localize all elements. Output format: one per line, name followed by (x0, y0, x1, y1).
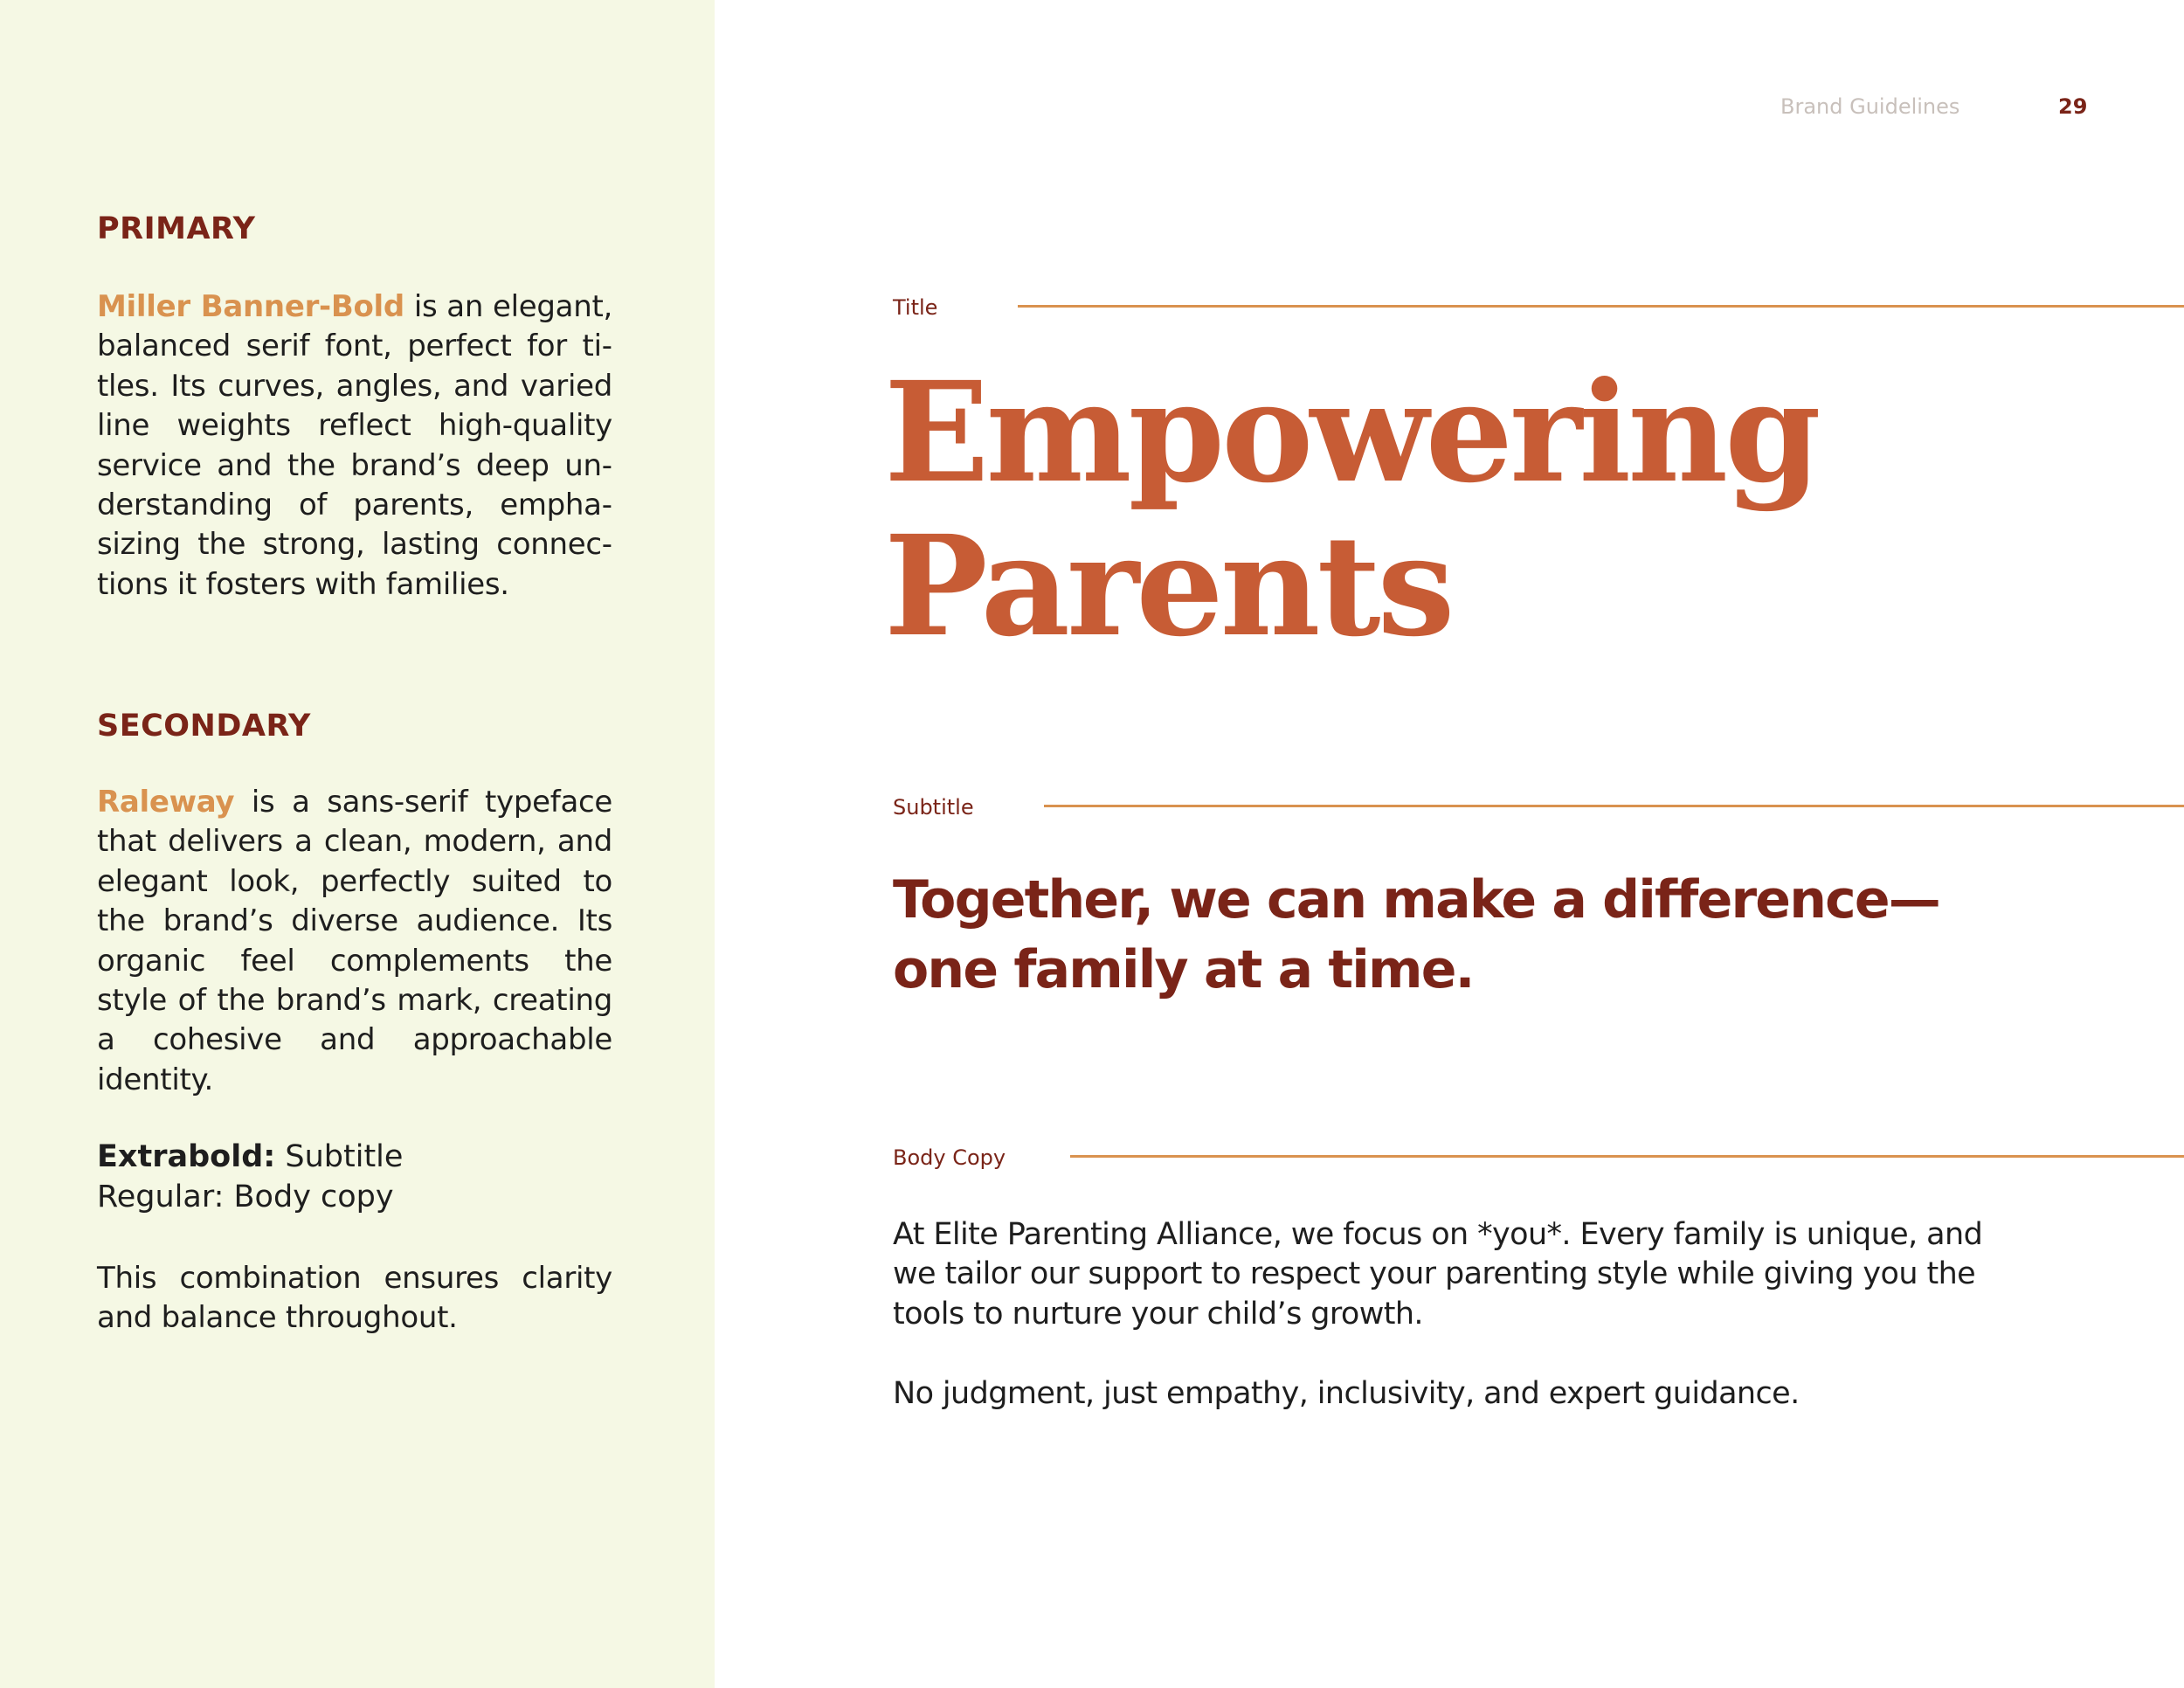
weight-regular-label: Regular: (97, 1180, 225, 1214)
weight-regular-use: Body copy (224, 1180, 394, 1214)
subtitle-sample (893, 865, 1939, 1005)
weight-regular-line (97, 1180, 394, 1214)
title-divider (1018, 305, 2184, 308)
body-sample-paragraph-2: No judgment, just empathy, inclusivity, and expert guidance. (893, 1376, 1800, 1411)
subtitle-divider (1044, 805, 2184, 807)
subtitle-sample-line1: Together, we can make a difference— (893, 869, 1939, 930)
title-sample-line1: Empowering (884, 352, 1818, 514)
weight-extrabold-line (97, 1139, 403, 1174)
secondary-description (97, 783, 612, 1100)
primary-heading: PRIMARY (97, 211, 256, 246)
body-sample-paragraph-1: At Elite Parenting Alliance, we focus on *you*. Every family is unique, and we tailor our support to respect your parenting style while giving you the tools to nurture your child’s growth. (893, 1217, 1983, 1332)
body-sample-label: Body Copy (893, 1145, 1006, 1170)
primary-description (97, 287, 612, 605)
weight-extrabold-label: Extrabold: (97, 1139, 276, 1174)
weight-extrabold-use: Subtitle (275, 1139, 404, 1174)
subtitle-sample-line2: one family at a time. (893, 939, 1474, 1000)
document-title: Brand Guidelines (1780, 94, 1960, 119)
secondary-heading: SECONDARY (97, 709, 311, 744)
subtitle-sample-label: Subtitle (893, 795, 974, 820)
title-sample (884, 352, 1818, 668)
title-sample-label: Title (893, 295, 938, 320)
secondary-description-text: is a sans-serif typeface that delivers a clean, modern, and elegant look, perfectly suited to the brand’s diverse audience. Its organic feel complements the style of the brand’s mark, creating a cohesive and approachable identity. (97, 785, 612, 1097)
combination-note: This combination ensures clarity and balance throughout. (97, 1261, 612, 1336)
title-sample-line2: Parents (884, 506, 1452, 668)
primary-description-text: is an elegant, balanced serif font, perfect for titles. Its curves, angles, and varied line weights reflect high-quality service and the brand’s deep understanding of parents, emphasizing the strong, lasting connections it fosters with families. (97, 289, 612, 602)
body-divider (1070, 1155, 2184, 1158)
secondary-font-name: Raleway (97, 785, 235, 820)
primary-font-name: Miller Banner-Bold (97, 289, 404, 324)
page-number: 29 (2058, 94, 2088, 119)
